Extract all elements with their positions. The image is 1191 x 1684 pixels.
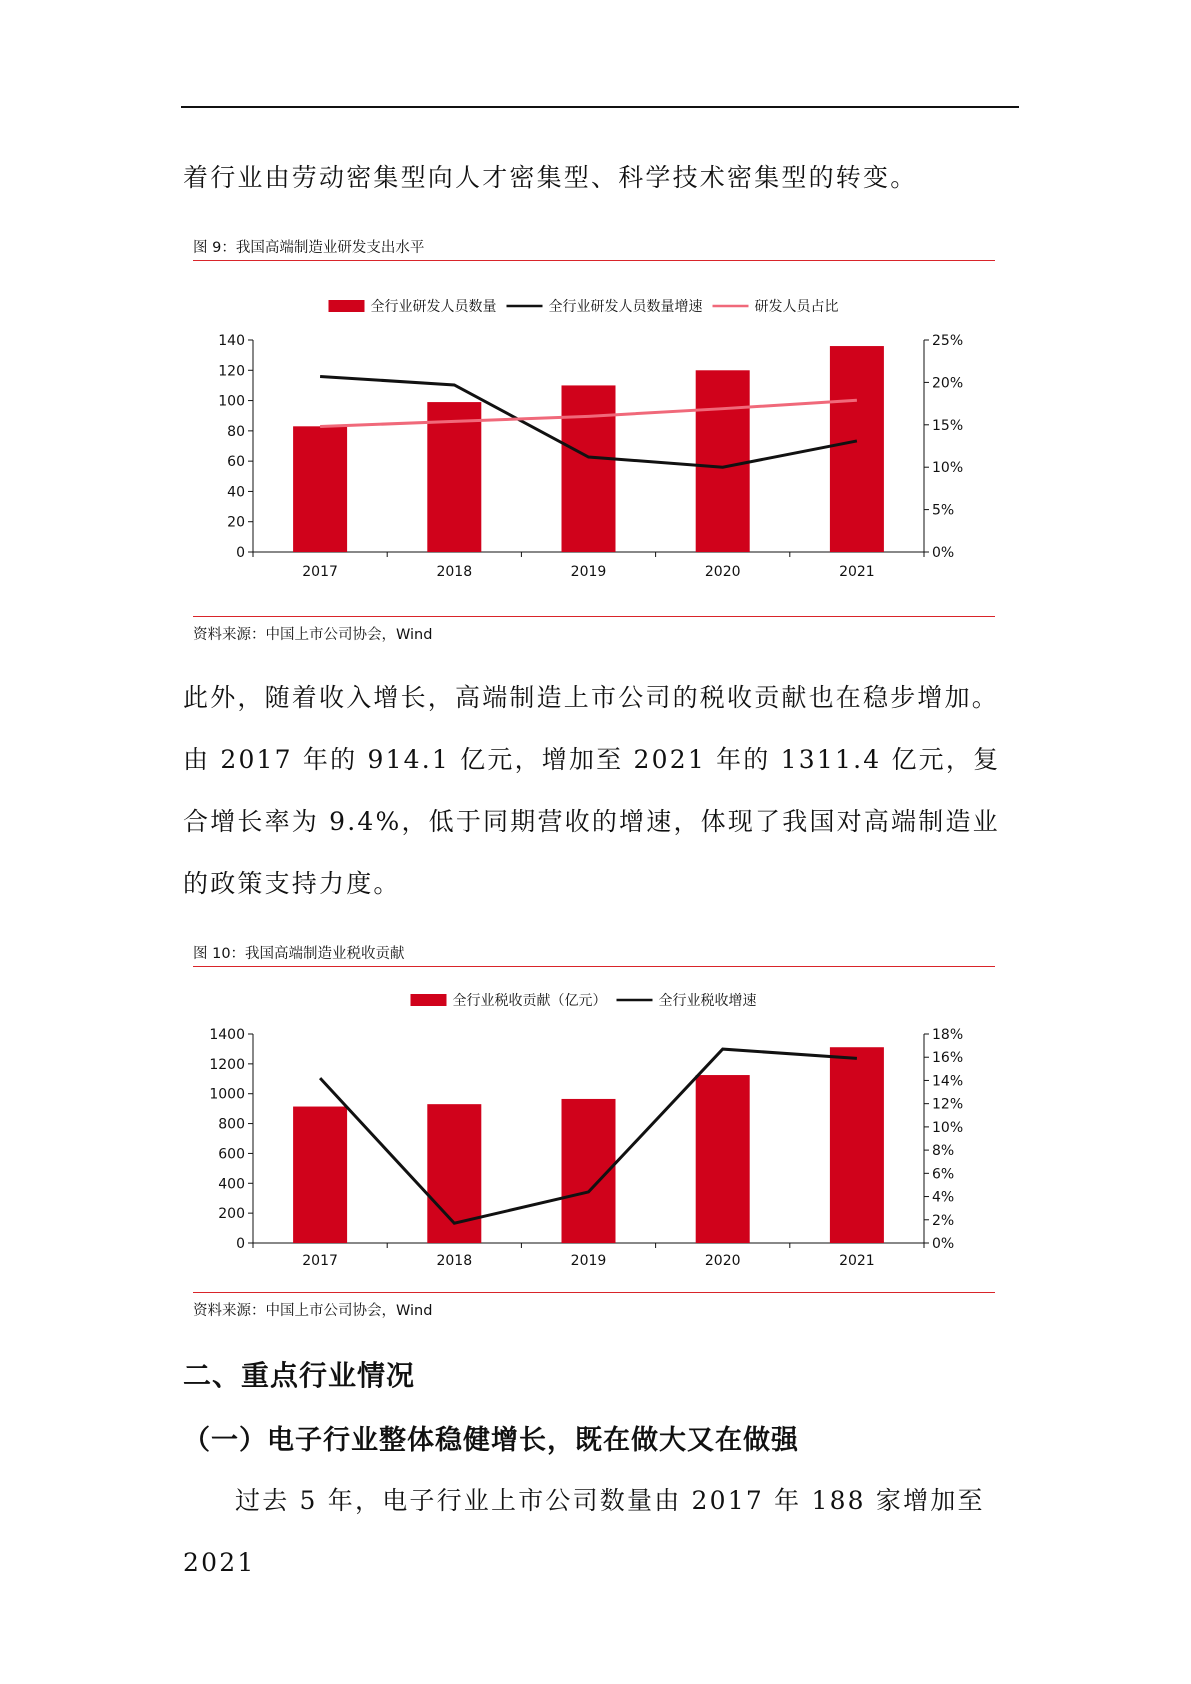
intro-paragraph: 着行业由劳动密集型向人才密集型、科学技术密集型的转变。 <box>183 163 918 192</box>
legend-swatch-0 <box>411 994 447 1006</box>
left-tick-label: 600 <box>218 1146 245 1163</box>
left-tick-label: 40 <box>227 484 245 501</box>
left-tick-label: 0 <box>236 545 245 561</box>
bar-2019 <box>562 385 616 552</box>
right-tick-label: 10% <box>932 1119 964 1136</box>
tax-paragraph: 此外，随着收入增长，高端制造上市公司的税收贡献也在稳步增加。由 2017 年的 914.1 亿元，增加至 2021 年的 1311.4 亿元，复合增长率为 9.4%，低于同期营收的增速，体现了我国对高端制造业的政策支持力度。 <box>183 683 1001 898</box>
right-tick-label: 2% <box>932 1212 955 1229</box>
figure-9-svg <box>193 282 995 592</box>
figure-10-chart <box>193 982 995 1282</box>
x-tick-label: 2019 <box>570 1253 607 1269</box>
right-tick-label: 8% <box>932 1143 955 1160</box>
left-tick-label: 0 <box>236 1236 245 1252</box>
bar-2017 <box>293 1107 347 1243</box>
bar-2021 <box>830 1047 884 1243</box>
left-tick-label: 20 <box>227 514 245 531</box>
last-paragraph-line: 过去 5 年，电子行业上市公司数量由 2017 年 188 家增加至 2021 <box>183 1486 985 1577</box>
x-tick-label: 2020 <box>704 564 741 580</box>
figure-10-source: 资料来源：中国上市公司协会，Wind <box>193 1292 995 1320</box>
bar-2021 <box>830 346 884 552</box>
left-tick-label: 60 <box>227 454 245 471</box>
legend-label-1: 全行业研发人员数量增速 <box>548 299 703 315</box>
right-tick-label: 20% <box>932 375 964 392</box>
header-rule <box>181 106 1019 108</box>
right-tick-label: 16% <box>932 1050 964 1067</box>
bar-2020 <box>696 370 750 552</box>
left-tick-label: 140 <box>218 333 245 349</box>
legend-label-0: 全行业税收贡献（亿元） <box>452 993 607 1009</box>
right-tick-label: 0% <box>932 1236 955 1252</box>
figure-9-title: 图 9：我国高端制造业研发支出水平 <box>193 236 995 261</box>
x-tick-label: 2018 <box>436 564 473 580</box>
x-tick-label: 2019 <box>570 564 607 580</box>
x-tick-label: 2021 <box>839 564 875 580</box>
x-tick-label: 2021 <box>839 1253 875 1269</box>
left-tick-label: 1400 <box>209 1027 245 1043</box>
x-tick-label: 2017 <box>302 1253 338 1269</box>
right-tick-label: 0% <box>932 545 955 561</box>
section-title: 二、重点行业情况 <box>183 1359 416 1392</box>
left-tick-label: 800 <box>218 1116 245 1133</box>
left-tick-label: 1000 <box>209 1086 245 1103</box>
right-tick-label: 15% <box>932 417 964 434</box>
figure-10-svg <box>193 982 995 1282</box>
legend-swatch-0 <box>329 300 365 312</box>
right-tick-label: 25% <box>932 333 964 349</box>
x-tick-label: 2018 <box>436 1253 473 1269</box>
x-tick-label: 2020 <box>704 1253 741 1269</box>
right-tick-label: 12% <box>932 1096 964 1113</box>
bar-2017 <box>293 426 347 552</box>
right-tick-label: 10% <box>932 460 964 477</box>
left-tick-label: 1200 <box>209 1056 245 1073</box>
left-tick-label: 80 <box>227 423 245 440</box>
bar-2018 <box>427 402 481 552</box>
left-tick-label: 400 <box>218 1176 245 1193</box>
legend-label-2: 研发人员占比 <box>754 299 839 315</box>
figure-10-title: 图 10：我国高端制造业税收贡献 <box>193 942 995 967</box>
right-tick-label: 5% <box>932 502 955 519</box>
right-tick-label: 6% <box>932 1166 955 1183</box>
legend-label-0: 全行业研发人员数量 <box>370 299 497 315</box>
bar-2020 <box>696 1075 750 1243</box>
left-tick-label: 100 <box>218 393 245 410</box>
right-tick-label: 14% <box>932 1073 964 1090</box>
left-tick-label: 120 <box>218 363 245 380</box>
right-tick-label: 4% <box>932 1189 955 1206</box>
x-tick-label: 2017 <box>302 564 338 580</box>
legend-label-1: 全行业税收增速 <box>658 993 757 1009</box>
left-tick-label: 200 <box>218 1206 245 1223</box>
subsection-title: （一）电子行业整体稳健增长，既在做大又在做强 <box>183 1425 799 1456</box>
figure-9-chart <box>193 282 995 592</box>
right-tick-label: 18% <box>932 1027 964 1043</box>
figure-9-source: 资料来源：中国上市公司协会，Wind <box>193 616 995 644</box>
